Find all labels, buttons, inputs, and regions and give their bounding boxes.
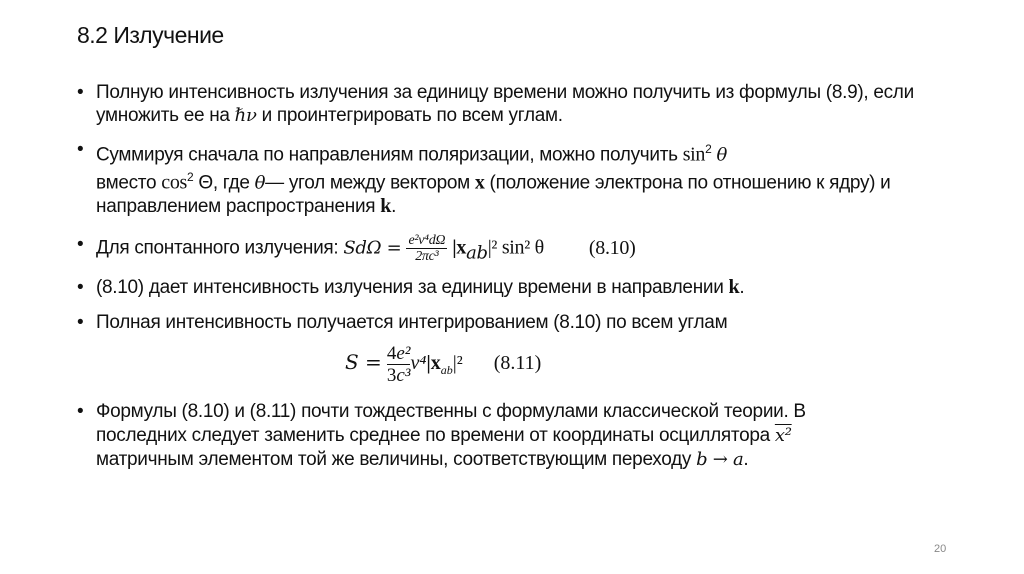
text: Полную интенсивность излучения за единицу времени можно получить из формулы (8.9), если умножить ее на [96, 82, 914, 126]
subscript: ab [466, 242, 488, 264]
abs-x: |x [452, 236, 467, 259]
denominator: 2πc³ [415, 249, 439, 264]
text: матричным элементом той же величины, соответствующим переходу [96, 449, 697, 470]
equation-label: (8.11) [493, 352, 542, 375]
formula-sin: sin [682, 143, 706, 166]
bullet-marker: • [77, 234, 84, 255]
equation-8-11 [345, 343, 541, 386]
fraction-e2-c3 [396, 343, 410, 386]
vector-k: k [728, 276, 740, 298]
formula-hv: ℏν [234, 105, 257, 126]
bullet-marker: • [77, 82, 84, 103]
text: Формулы (8.10) и (8.11) почти тождественны с формулами классической теории. В последних следует заменить среднее по времени от координаты осциллятора [96, 401, 806, 446]
equation-label: (8.10) [588, 236, 636, 259]
vector-k: k [380, 194, 392, 217]
numerator: 4 [386, 343, 397, 364]
text: Для спонтанного излучения: [96, 237, 344, 259]
formula-transition: b → a [696, 449, 744, 470]
nu4: ν⁴ [410, 352, 427, 375]
formula-rest: |² [452, 352, 463, 375]
fraction [406, 233, 447, 264]
sup: 2 [705, 142, 712, 156]
bullet-1 [77, 81, 927, 127]
bullet-6 [77, 400, 927, 472]
text: и проинтегрировать по всем углам. [256, 105, 563, 126]
text: вместо [96, 172, 162, 194]
bullet-marker: • [77, 139, 84, 160]
denominator: 3 [386, 365, 397, 386]
abs-x: |x [426, 352, 441, 375]
sup: 2 [187, 170, 194, 185]
formula-theta: θ [254, 172, 266, 194]
text: Θ, где [193, 172, 255, 194]
formula-theta: θ [716, 144, 728, 166]
text: (8.10) дает интенсивность излучения за единицу времени в направлении [96, 277, 729, 298]
text: . [391, 195, 397, 217]
bullet-marker: • [77, 401, 84, 422]
denominator: c³ [396, 365, 411, 386]
vector-x: x [474, 171, 485, 194]
numerator: e² [396, 343, 411, 364]
bullet-4 [77, 276, 927, 299]
page-number: 20 [934, 543, 947, 555]
formula-rest: |² sin² θ [487, 236, 544, 259]
bullet-3 [77, 233, 927, 264]
formula-cos: cos [161, 171, 188, 194]
fraction-4-3 [387, 343, 397, 386]
text: — угол между вектором [265, 172, 475, 194]
subscript: ab [440, 363, 453, 378]
numerator: e²ν⁴dΩ [408, 233, 446, 248]
slide-title: 8.2 Излучение [77, 22, 224, 48]
text: Полная интенсивность получается интегрированием (8.10) по всем углам [96, 312, 728, 333]
text: . [743, 449, 749, 470]
formula-x2-avg: x² [774, 425, 792, 446]
bullet-2 [77, 138, 927, 218]
formula-lhs: SdΩ = [343, 237, 402, 259]
bullet-marker: • [77, 277, 84, 298]
text: (положение электрона по отношению к ядру) и направлением распространения [96, 172, 891, 217]
bullet-5 [77, 311, 927, 334]
bullet-marker: • [77, 312, 84, 333]
formula-lhs: S = [345, 350, 382, 375]
text: . [739, 277, 745, 298]
text: Суммируя сначала по направлениям поляризации, можно получить [96, 144, 683, 166]
